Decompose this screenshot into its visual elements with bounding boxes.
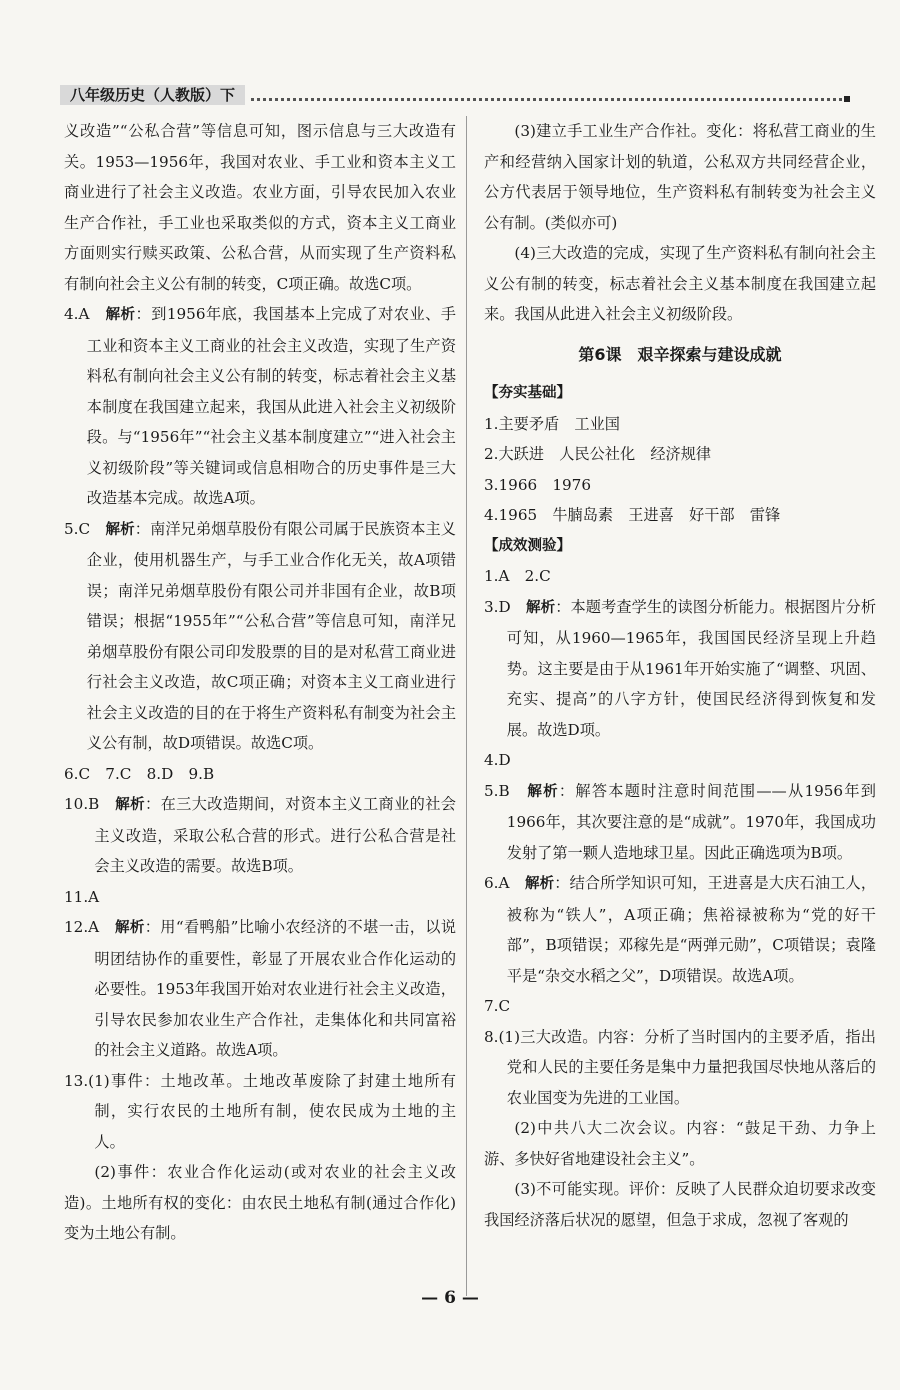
analysis-label: 解析 bbox=[115, 797, 146, 813]
answer-key: 4.A bbox=[64, 305, 106, 323]
section-heading-basic: 【夯实基础】 bbox=[484, 385, 571, 401]
sub-answer: (3)不可能实现。评价：反映了人民群众迫切要求改变我国经济落后状况的愿望，但急于求成，忽视了客观的 bbox=[484, 1180, 876, 1229]
answer-text: ：用“看鸭船”比喻小农经济的不堪一击，以说明团结协作的重要性，彰显了开展农业合作化运动的必要性。1953年我国开始对农业进行社会主义改造，引导农民参加农业生产合作社，走集体化和共同富裕的社会主义道路。故选A项。 bbox=[94, 918, 457, 1059]
answer-line: 11.A bbox=[64, 887, 100, 906]
analysis-label: 解析 bbox=[105, 307, 136, 323]
answer-text: ：南洋兄弟烟草股份有限公司属于民族资本主义企业，使用机器生产，与手工业合作化无关，故A项错误；南洋兄弟烟草股份有限公司并非国有企业，故B项错误；根据“1955年”“公私合营”等信息可知，南洋兄弟烟草股份有限公司印发股票的目的是对私营工商业进行社会主义改造，故C项正确；对资本主义工商业进行社会主义改造的目的在于将生产资料私有制变为社会主义公有制，故D项错误。故选C项。 bbox=[86, 519, 456, 752]
answer-text: ：解答本题时注意时间范围——从1956年到1966年，其次要注意的是“成就”。1970年，我国成功发射了第一颗人造地球卫星。因此正确选项为B项。 bbox=[506, 781, 876, 862]
analysis-label: 解析 bbox=[526, 599, 556, 616]
column-divider bbox=[466, 116, 467, 1296]
section-heading-test: 【成效测验】 bbox=[484, 537, 571, 554]
header-dotted-rule bbox=[251, 98, 842, 101]
sub-answer: (2)事件：农业合作化运动(或对农业的社会主义改造)。土地所有权的变化：由农民土地私有制(通过合作化)变为土地公有制。 bbox=[64, 1163, 456, 1242]
answer-item bbox=[64, 789, 456, 882]
sub-answer: (3)建立手工业生产合作社。变化：将私营工商业的生产和经营纳入国家计划的轨道，公私双方共同经营企业，公方代表居于领导地位，生产资料私有制转变为社会主义公有制。(类似亦可) bbox=[484, 122, 876, 232]
answer-text: ：结合所学知识可知，王进喜是大庆石油工人，被称为“铁人”，A项正确；焦裕禄被称为“党的好干部”，B项错误；邓稼先是“两弹元勋”，C项错误；袁隆平是“杂交水稻之父”，D项错误。故选A项。 bbox=[506, 874, 877, 985]
answer-key: 8. bbox=[484, 1027, 499, 1046]
answer-item bbox=[484, 1022, 876, 1114]
basic-answer-list bbox=[484, 409, 876, 531]
answer-text: ：本题考查学生的读图分析能力。根据图片分析可知，从1960—1965年，我国国民经济呈现上升趋势。这主要是由于从1961年开始实施了“调整、巩固、充实、提高”的八字方针，使国民经济得到恢复和发展。故选D项。 bbox=[506, 597, 877, 739]
left-column bbox=[64, 116, 456, 1249]
answer-item bbox=[64, 514, 456, 759]
answer-line: 6.C 7.C 8.D 9.B bbox=[64, 764, 215, 783]
right-column bbox=[484, 116, 876, 1235]
analysis-label: 解析 bbox=[105, 521, 135, 538]
basic-answer: 2.大跃进 人民公社化 经济规律 bbox=[484, 445, 712, 463]
answer-key: 5.C bbox=[64, 519, 106, 538]
test-answer-list bbox=[484, 561, 876, 1235]
sub-answer: (4)三大改造的完成，实现了生产资料私有制向社会主义公有制的转变，标志着社会主义基本制度在我国建立起来。我国从此进入社会主义初级阶段。 bbox=[484, 244, 876, 323]
book-title: 八年级历史（人教版）下 bbox=[60, 85, 245, 105]
answer-key: 3.D bbox=[484, 597, 527, 616]
answer-line: 1.A 2.C bbox=[484, 567, 551, 585]
answer-item bbox=[64, 912, 456, 1066]
answer-item bbox=[484, 776, 876, 869]
analysis-label: 解析 bbox=[524, 876, 555, 892]
answer-item bbox=[64, 299, 456, 514]
answer-key: 13. bbox=[64, 1071, 89, 1090]
answer-item bbox=[64, 1066, 456, 1158]
continued-paragraph: 义改造”“公私合营”等信息可知，图示信息与三大改造有关。1953—1956年，我国对农业、手工业和资本主义工商业进行了社会主义改造。农业方面，引导农民加入农业生产合作社，手工业也采取类似的方式，资本主义工商业方面则实行赎买政策、公私合营，从而实现了生产资料私有制向社会主义公有制的转变，C项正确。故选C项。 bbox=[64, 122, 456, 293]
answer-line: 7.C bbox=[484, 997, 511, 1015]
answer-key: 10.B bbox=[64, 795, 116, 813]
running-header bbox=[60, 84, 850, 106]
page-number: — 6 — bbox=[421, 1288, 479, 1308]
answer-key: 5.B bbox=[484, 781, 528, 800]
answer-text: (1)三大改造。内容：分析了当时国内的主要矛盾，指出党和人民的主要任务是集中力量把我国尽快地从落后的农业国变为先进的工业国。 bbox=[498, 1027, 876, 1107]
answer-text: (1)事件：土地改革。土地改革废除了封建土地所有制，实行农民的土地所有制，使农民成为土地的主人。 bbox=[88, 1071, 456, 1151]
answer-text: ：到1956年底，我国基本上完成了对农业、手工业和资本主义工商业的社会主义改造，实现了生产资料私有制向社会主义公有制的转变，标志着社会主义基本制度在我国建立起来，我国从此进入社会主义初级阶段。与“1956年”“社会主义基本制度建立”“进入社会主义初级阶段”等关键词或信息相吻合的历史事件是三大改造基本完成。故选A项。 bbox=[86, 305, 456, 507]
answer-key: 6.A bbox=[484, 874, 525, 892]
lesson-title: 第6课 艰辛探索与建设成就 bbox=[578, 344, 782, 364]
answer-text: ：在三大改造期间，对资本主义工商业的社会主义改造，采取公私合营的形式。进行公私合营是社会主义改造的需要。故选B项。 bbox=[94, 795, 456, 875]
answer-key: 12.A bbox=[64, 918, 116, 936]
sub-answer: (2)中共八大二次会议。内容：“鼓足干劲、力争上游、多快好省地建设社会主义”。 bbox=[484, 1119, 876, 1168]
basic-answer: 1.主要矛盾 工业国 bbox=[484, 414, 620, 433]
analysis-label: 解析 bbox=[527, 783, 559, 800]
answer-line: 4.D bbox=[484, 751, 511, 769]
analysis-label: 解析 bbox=[115, 920, 145, 936]
basic-answer: 3.1966 1976 bbox=[484, 475, 591, 494]
right-column-continuation bbox=[484, 116, 876, 330]
basic-answer: 4.1965 牛腩岛素 王进喜 好干部 雷锋 bbox=[484, 506, 781, 524]
answer-item bbox=[484, 868, 876, 991]
answer-item bbox=[484, 592, 876, 746]
header-end-mark bbox=[844, 96, 850, 102]
